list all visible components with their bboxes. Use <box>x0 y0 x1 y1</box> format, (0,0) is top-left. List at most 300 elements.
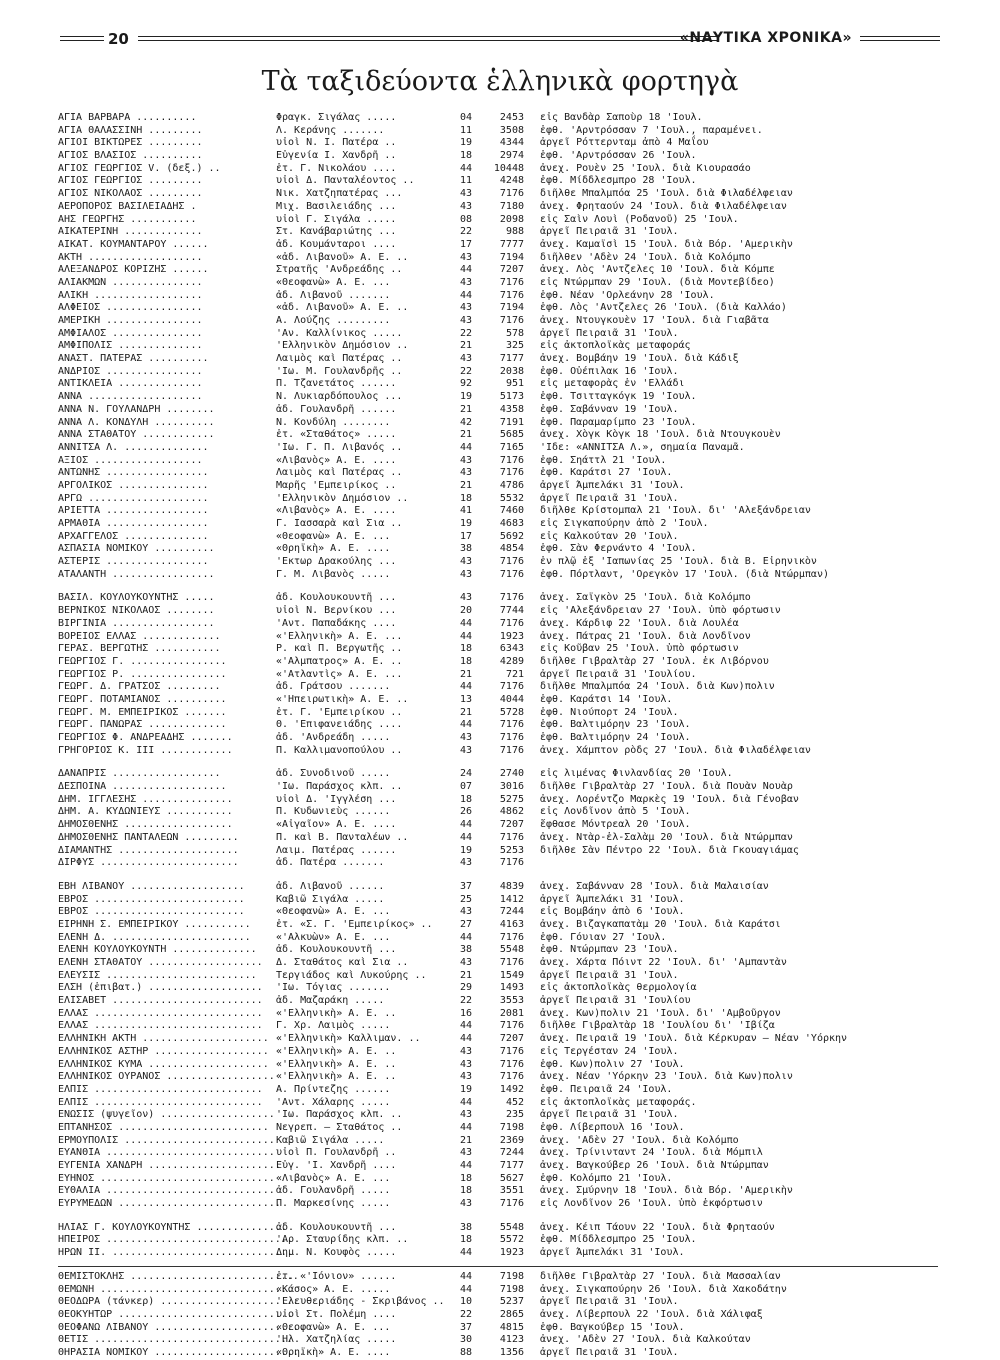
ship-name: ΑΝΑΣΤ. ΠΑΤΕΡΑΣ .......... <box>58 353 209 365</box>
position-status: 'Ιδε: «ΑΝΝΙΤΣΑ Λ.», σημαία Παναμᾶ. <box>540 441 745 453</box>
registry-year: 19 <box>459 1083 472 1095</box>
position-status: ἀνεχ. 'Αδὲν 27 'Ιουλ. διὰ Κολόμπο <box>540 1134 739 1146</box>
ship-name: ΕΛΛΗΝΙΚΟΣ ΚΥΜΑ .................... <box>58 1058 269 1070</box>
ship-row <box>58 226 938 239</box>
owner: ἀδ. Λιβανοῦ ....... <box>276 289 391 301</box>
owner: υἱοὶ Δ. 'Ιγγλέση ... <box>276 793 397 805</box>
registry-year: 43 <box>459 1071 472 1083</box>
registry-year: 21 <box>459 706 472 718</box>
position-status: ἀνεχ. Κάρδιφ 22 'Ιουλ. διὰ Λουλέα <box>540 617 739 629</box>
owner: «'Ελληνικὴ» Καλλιμαν. .. <box>276 1033 421 1045</box>
tonnage: 721 <box>505 668 524 680</box>
position-status: ἐφθ. Λὸς 'Αντζελες 26 'Ιουλ. (διὰ Καλλάο) <box>540 302 787 314</box>
position-status: ἀργεῖ Ρόττερνταμ ἀπὸ 4 Μαΐου <box>540 137 709 149</box>
ship-row <box>58 556 938 569</box>
tonnage: 7207 <box>499 1033 524 1045</box>
tonnage: 7198 <box>499 1283 524 1295</box>
owner: ἀδ. Κουλουκουντῆ ... <box>276 592 397 604</box>
position-status: διῆλθε Γιβραλτὰρ 27 'Ιουλ. ἐκ Λιβόρνου <box>540 655 769 667</box>
owner: υἱοὶ Στ. Πολέμη .... <box>276 1308 397 1320</box>
registry-year: 21 <box>459 429 472 441</box>
ship-row <box>58 1247 938 1260</box>
ship-name: ΓΕΩΡΓ. ΠΑΝΩΡΑΣ ............. <box>58 719 227 731</box>
position-status: ἐφθ. Γόυιαν 27 'Ιουλ. <box>540 931 667 943</box>
ship-row <box>58 1122 938 1135</box>
owner: ἐτ. «'Ιόνιον» ...... <box>276 1270 397 1282</box>
tonnage: 4248 <box>499 175 524 187</box>
registry-year: 18 <box>459 1185 472 1197</box>
tonnage: 7191 <box>499 416 524 428</box>
position-status: ἀνεχ. Σμύρνην 18 'Ιουλ. διὰ Βόρ. 'Αμερικὴν <box>540 1185 793 1197</box>
position-status: ἐφθ. Σαβάνναν 19 'Ιουλ. <box>540 403 679 415</box>
ship-row <box>58 906 938 919</box>
registry-year: 13 <box>459 693 472 705</box>
ship-row <box>58 328 938 341</box>
owner: Στ. Κανάβαριώτης ... <box>276 226 397 238</box>
registry-year: 44 <box>459 162 472 174</box>
registry-year: 22 <box>459 995 472 1007</box>
owner: 'Ηλ. Χατζηλίας ..... <box>276 1334 397 1346</box>
position-status: ἀργεῖ Πειραιᾶ 31 'Ιουλ. <box>540 969 679 981</box>
tonnage: 5275 <box>499 793 524 805</box>
ship-name: ΔΗΜ. ΙΓΓΛΕΣΗΣ ............... <box>58 793 233 805</box>
owner: ἐτ. «Σ. Γ. 'Εμπειρίκος» .. <box>276 918 433 930</box>
ship-name: ΑΚΤΗ ................... <box>58 251 203 263</box>
tonnage: 4163 <box>499 918 524 930</box>
owner: «'Ελληνικὴ» Α. Ε. .. <box>276 1045 397 1057</box>
ship-name: ΑΛΙΑΚΜΩΝ ............... <box>58 276 203 288</box>
ship-row <box>58 290 938 303</box>
ship-name: ΑΓΙΟΣ ΓΕΩΡΓΙΟΣ V. (δεξ.) .. <box>58 162 221 174</box>
registry-year: 04 <box>459 112 472 123</box>
registry-year: 21 <box>459 969 472 981</box>
position-status: ἀργεῖ Πειραιᾶ 31 'Ιουλ. <box>540 1109 679 1121</box>
registry-year: 44 <box>459 1283 472 1295</box>
registry-year: 18 <box>459 492 472 504</box>
ship-name: ΕΥΗΝΟΣ ............................. <box>58 1172 275 1184</box>
ship-row <box>58 1084 938 1097</box>
position-status: ἐφθ. Νιούπορτ 24 'Ιουλ. <box>540 706 679 718</box>
ship-row <box>58 391 938 404</box>
tonnage: 7176 <box>499 467 524 479</box>
tonnage: 2369 <box>499 1134 524 1146</box>
ship-name: ΕΒΡΟΣ ......................... <box>58 893 245 905</box>
ship-row <box>58 1296 938 1309</box>
registry-year: 44 <box>459 1033 472 1045</box>
tonnage: 7177 <box>499 1160 524 1171</box>
tonnage: 7176 <box>499 1071 524 1083</box>
ship-row <box>58 353 938 366</box>
registry-year: 10 <box>459 1296 472 1308</box>
tonnage: 7777 <box>499 238 524 250</box>
position-status: ἀνεχ. Χὸγκ Κὸγκ 18 'Ιουλ. διὰ Ντουγκουὲν <box>540 429 781 441</box>
ship-row <box>58 745 938 758</box>
tonnage: 4358 <box>499 403 524 415</box>
tonnage: 5548 <box>499 944 524 956</box>
ship-name: ΑΓΙΑ ΒΑΡΒΑΡΑ .......... <box>58 112 197 123</box>
ship-row <box>58 163 938 176</box>
ship-row <box>58 1347 938 1360</box>
ship-row <box>58 112 938 125</box>
ship-name: ΕΛΙΣΑΒΕΤ ......................... <box>58 995 263 1007</box>
registry-year: 25 <box>459 893 472 905</box>
ship-name: ΕΛΕΝΗ ΚΟΥΛΟΥΚΟΥΝΤΗ .............. <box>58 944 257 956</box>
ship-name: ΒΑΣΙΛ. ΚΟΥΛΟΥΚΟΥΝΤΗΣ ..... <box>58 592 215 604</box>
tonnage: 988 <box>505 226 524 238</box>
header-rule-mid <box>138 36 718 37</box>
owner: ἀδ. Γράτσου ....... <box>276 681 391 693</box>
owner: «'Αλκυὼν» Α. Ε. ... <box>276 931 391 943</box>
registry-year: 30 <box>459 1334 472 1346</box>
ship-row <box>58 681 938 694</box>
position-status: ἐφθ. Πειραιᾶ 24 'Ιουλ. <box>540 1083 673 1095</box>
position-status: ἀνεχ. Ρουὲν 25 'Ιουλ. διὰ Κιουρασάο <box>540 162 751 174</box>
page-title: Τὰ ταξιδεύοντα ἑλληνικὰ φορτηγὰ <box>261 66 739 97</box>
tonnage: 4044 <box>499 693 524 705</box>
ship-name: ΘΗΡΑΣΙΑ ΝΟΜΙΚΟΥ ......................... <box>58 1346 305 1358</box>
registry-year: 43 <box>459 1109 472 1121</box>
ship-row <box>58 1173 938 1186</box>
tonnage: 7176 <box>499 188 524 200</box>
ship-row <box>58 707 938 720</box>
tonnage: 5237 <box>499 1296 524 1308</box>
page-number: 20 <box>108 30 129 48</box>
ship-name: ΘΕΤΙΣ ................................. <box>58 1334 293 1346</box>
owner: 'Ιω. Παράσχος κλπ. .. <box>276 781 403 793</box>
owner: Γ. Ιασσαρὰ καὶ Σια .. <box>276 518 403 529</box>
position-status: ἀνεχ. Χάρτα Πόιντ 22 'Ιουλ. δι' 'Αμπαντὰν <box>540 957 787 968</box>
ship-name: ΑΣΠΑΣΙΑ ΝΟΜΙΚΟΥ .......... <box>58 543 215 555</box>
ship-row <box>58 505 938 518</box>
registry-year: 18 <box>459 1172 472 1184</box>
owner: Νικ. Χατζηπατέρας ... <box>276 188 403 200</box>
tonnage: 7165 <box>499 441 524 453</box>
owner: «'Ελληνικὴ» Α. Ε. ... <box>276 630 403 642</box>
ship-name: ΕΛΛΗΝΙΚΟΣ ΑΣΤΗΡ ................... <box>58 1045 269 1057</box>
tonnage: 5728 <box>499 706 524 718</box>
tonnage: 5692 <box>499 530 524 542</box>
tonnage: 5627 <box>499 1172 524 1184</box>
tonnage: 5253 <box>499 844 524 856</box>
header-rule-mid-2 <box>138 40 718 41</box>
registry-year: 43 <box>459 302 472 314</box>
tonnage: 7176 <box>499 1198 524 1210</box>
ship-row <box>58 150 938 163</box>
ship-name: ΑΛΦΕΙΟΣ ................ <box>58 302 203 314</box>
ship-name: ΕΛΕΝΗ Δ. ....................... <box>58 931 251 943</box>
ship-name: ΗΛΙΑΣ Γ. ΚΟΥΛΟΥΚΟΥΝΤΗΣ ............... <box>58 1221 287 1233</box>
owner: Π. καὶ Β. Πανταλέων .. <box>276 831 409 843</box>
position-status: ἐφθ. Τσιτταγκόγκ 19 'Ιουλ. <box>540 391 697 403</box>
registry-year: 17 <box>459 238 472 250</box>
registry-year: 44 <box>459 1270 472 1282</box>
tonnage: 7244 <box>499 906 524 918</box>
owner: υἱοὶ Δ. Πανταλέοντος .. <box>276 175 415 187</box>
owner: Α. Πρίντεζης ...... <box>276 1083 391 1095</box>
owner: «Θεοφανὼ» Α. Ε. ... <box>276 276 391 288</box>
owner: ἀδ. Πατέρα ....... <box>276 857 385 869</box>
tonnage: 7176 <box>499 1058 524 1070</box>
owner: Λαιμ. Πατέρας ...... <box>276 844 397 856</box>
registry-year: 43 <box>459 906 472 918</box>
position-status: ἀργεῖ Άμπελάκι 31 'Ιουλ. <box>540 1247 685 1259</box>
position-status: ἀργεῖ Πειραιᾶ 31 'Ιουλίου. <box>540 668 697 680</box>
position-status: ἀργεῖ Πειραιᾶ 31 'Ιουλ. <box>540 1296 679 1308</box>
ship-name: ΑΓΙΟΙ ΒΙΚΤΩΡΕΣ ......... <box>58 137 203 149</box>
registry-year: 27 <box>459 918 472 930</box>
registry-year: 38 <box>459 543 472 555</box>
tonnage: 3016 <box>499 781 524 793</box>
ship-row <box>58 404 938 417</box>
position-status: εἰς 'Αλεξάνδρειαν 27 'Ιουλ. ὑπὸ φόρτωσιν <box>540 605 781 617</box>
registry-year: 43 <box>459 188 472 200</box>
tonnage: 7176 <box>499 556 524 568</box>
registry-year: 08 <box>459 213 472 225</box>
position-status: ἐφθ. Μίδδλεσμπρο 28 'Ιουλ. <box>540 175 697 187</box>
ship-name: ΑΝΤΙΚΛΕΙΑ .............. <box>58 378 203 390</box>
registry-year: 22 <box>459 226 472 238</box>
ship-name: ΗΠΕΙΡΟΣ ............................... <box>58 1234 293 1246</box>
ship-row <box>58 214 938 227</box>
tonnage: 1492 <box>499 1083 524 1095</box>
tonnage: 7176 <box>499 454 524 466</box>
ship-name: ΑΙΚΑΤΕΡΙΝΗ ............. <box>58 226 203 238</box>
owner: Ρ. καὶ Π. Βεργωτῆς .. <box>276 643 403 655</box>
tonnage: 2038 <box>499 365 524 377</box>
ship-name: ΑΞΙΟΣ .................. <box>58 454 203 466</box>
registry-year: 19 <box>459 137 472 149</box>
ship-row <box>58 845 938 858</box>
ship-name: ΑΡΙΕΤΤΑ ................. <box>58 505 209 517</box>
group-spacer <box>58 757 938 768</box>
owner: «'Αλμπατρος» Α. Ε. .. <box>276 655 403 667</box>
registry-year: 43 <box>459 732 472 743</box>
ship-row <box>58 1046 938 1059</box>
owner: υἱοὶ Ν. Βερνίκου ... <box>276 605 397 617</box>
position-status: ἐφθ. Πόρτλαντ, 'Ορεγκὸν 17 'Ιουλ. (διὰ Ντώρμπαν) <box>540 568 829 580</box>
ship-name: ΑΝΝΑ Ν. ΓΟΥΛΑΝΔΡΗ ........ <box>58 403 215 415</box>
ship-name: ΕΛΠΙΣ ............................ <box>58 1096 263 1108</box>
tonnage: 7176 <box>499 315 524 326</box>
position-status: ἀνεχ. Σιγκαπούρην 26 'Ιουλ. διὰ Χακοδάτην <box>540 1283 787 1295</box>
tonnage: 7176 <box>499 276 524 288</box>
registry-year: 44 <box>459 681 472 693</box>
ship-row <box>58 315 938 328</box>
owner: 'Ιω. Τόγιας ....... <box>276 982 391 994</box>
tonnage: 1549 <box>499 969 524 981</box>
tonnage: 4854 <box>499 543 524 555</box>
registry-year: 43 <box>459 957 472 968</box>
owner: υἱοὶ Π. Γουλανδρῆ .. <box>276 1147 397 1159</box>
position-status: διῆλθεν 'Αδὲν 24 'Ιουλ. διὰ Κολόμπο <box>540 251 751 263</box>
tonnage: 7176 <box>499 719 524 731</box>
ship-name: ΑΝΝΑ ................... <box>58 391 203 403</box>
owner: Λαιμὸς καὶ Πατέρας .. <box>276 353 403 365</box>
position-status: εἰς λιμένας Φινλανδίας 20 'Ιουλ. <box>540 768 733 780</box>
owner: Λαιμὸς καὶ Πατέρας .. <box>276 467 403 479</box>
ship-row <box>58 982 938 995</box>
position-status: διῆλθε Μπαλμπόα 24 'Ιουλ. διὰ Κων)πολιν <box>540 681 775 693</box>
ship-row <box>58 806 938 819</box>
ship-row <box>58 1059 938 1072</box>
group-spacer <box>58 581 938 592</box>
registry-year: 11 <box>459 175 472 187</box>
registry-year: 43 <box>459 556 472 568</box>
owner: Νεγρεπ. — Σταθάτος .. <box>276 1121 403 1133</box>
ship-row <box>58 493 938 506</box>
position-status: ἀργεῖ Πειραιᾶ 31 'Ιουλ. <box>540 1346 679 1358</box>
owner: Ν. Λυκιαρδόπουλος ... <box>276 391 403 403</box>
position-status: εἰς Τεργέσταν 24 'Ιουλ. <box>540 1045 679 1057</box>
position-status: διῆλθε Μπαλμπόα 25 'Ιουλ. διὰ Φιλαδέλφειαν <box>540 188 793 200</box>
ship-row <box>58 277 938 290</box>
ship-name: ΑΓΙΟΣ ΒΛΑΣΙΟΣ .......... <box>58 150 203 162</box>
owner: 'Ελληνικὸν Δημόσιον .. <box>276 340 409 352</box>
position-status: ἀργεῖ Πειραιᾶ 31 'Ιουλίου <box>540 995 691 1007</box>
ship-name: ΓΕΡΑΣ. ΒΕΡΓΩΤΗΣ ........... <box>58 643 221 655</box>
owner: ἀδ. Κουμάνταροι .... <box>276 238 397 250</box>
ship-name: ΑΡΓΩ .................... <box>58 492 209 504</box>
ship-name: ΕΥΓΕΝΙΑ ΧΑΝΔΡΗ ...................... <box>58 1160 281 1171</box>
tonnage: 5572 <box>499 1234 524 1246</box>
tonnage: 7176 <box>499 732 524 743</box>
tonnage: 7176 <box>499 617 524 629</box>
owner: υἱοὶ Γ. Σιγάλα ..... <box>276 213 397 225</box>
position-status: ἐν πλῷ ἐξ 'Ιαπωνίας 25 'Ιουλ. διὰ Β. Εἰρηνικὸν <box>540 556 817 568</box>
position-status: ἀνεχ. Νέαν 'Υόρκην 23 'Ιουλ. διὰ Κων)πολιν <box>540 1071 793 1083</box>
owner: «Θρηϊκὴ» Α. Ε. .... <box>276 1346 391 1358</box>
ship-name: ΔΗΜΟΣΘΕΝΗΣ .................. <box>58 819 233 831</box>
position-status: ἀνεχ. 'Αδὲν 27 'Ιουλ. διὰ Καλκούταν <box>540 1334 751 1346</box>
owner: ἀδ. 'Ανδρεάδη ..... <box>276 732 391 743</box>
owner: «Κάσος» Α. Ε. ..... <box>276 1283 391 1295</box>
tonnage: 452 <box>505 1096 524 1108</box>
tonnage: 2453 <box>499 112 524 123</box>
ship-row <box>58 1071 938 1084</box>
position-status: ἐφθ. Κολόμπο 21 'Ιουλ. <box>540 1172 673 1184</box>
owner: 'Αντ. Παπαδάκης .... <box>276 617 397 629</box>
position-status: ἀργεῖ Άμπελάκι 31 'Ιουλ. <box>540 893 685 905</box>
ship-row <box>58 1198 938 1211</box>
tonnage: 7198 <box>499 1121 524 1133</box>
registry-year: 44 <box>459 819 472 831</box>
ship-row <box>58 881 938 894</box>
owner: «Λιβανὸς» Α. Ε. .... <box>276 454 397 466</box>
ship-name: ΕΛΣΗ (ἐπιβατ.) ................... <box>58 982 263 994</box>
tonnage: 4786 <box>499 479 524 491</box>
owner: «Θεοφανὼ» Α. Ε. ... <box>276 1321 391 1333</box>
position-status: διῆλθε Γιβραλτὰρ 27 'Ιουλ. διὰ Πουὰν Νουὰρ <box>540 781 793 793</box>
tonnage: 1923 <box>499 630 524 642</box>
position-status: ἐφθ. Βαλτιμόρην 24 'Ιουλ. <box>540 732 691 743</box>
group-spacer <box>58 1211 938 1222</box>
position-status: ἀνεχ. Φρηταούν 24 'Ιουλ. διὰ Φιλαδέλφειαν <box>540 200 787 212</box>
tonnage: 7207 <box>499 819 524 831</box>
ship-row <box>58 631 938 644</box>
tonnage: 7244 <box>499 1147 524 1159</box>
owner: «Λιβανὸς» Α. Ε. ... <box>276 1172 391 1184</box>
owner: «Λιβανὸς» Α. Ε. .... <box>276 505 397 517</box>
ship-name: ΑΙΚΑΤ. ΚΟΥΜΑΝΤΑΡΟΥ ...... <box>58 238 209 250</box>
position-status: ἐφθ. Βαλτιμόρην 23 'Ιουλ. <box>540 719 691 731</box>
position-status: ἀνεχ. Λίβερπουλ 22 'Ιουλ. διὰ Χάλιφαξ <box>540 1308 763 1320</box>
registry-year: 21 <box>459 668 472 680</box>
registry-year: 44 <box>459 264 472 276</box>
registry-year: 18 <box>459 150 472 162</box>
position-status: εἰς ἀκτοπλοϊκὰς μεταφοράς. <box>540 1096 697 1108</box>
position-status: ἀνεχ. Βαγκούβερ 26 'Ιουλ. διὰ Ντώρμπαν <box>540 1160 769 1171</box>
registry-year: 43 <box>459 1045 472 1057</box>
owner: 'Ιω. Γ. Π. Λιβανός .. <box>276 441 403 453</box>
ship-name: ΑΡΜΑΘΙΑ ................. <box>58 518 209 529</box>
tonnage: 7460 <box>499 505 524 517</box>
registry-year: 21 <box>459 403 472 415</box>
position-status: ἀνεχ. Σαϊγκὸν 25 'Ιουλ. διὰ Κολόμπο <box>540 592 751 604</box>
owner: ἐτ. Γ. 'Εμπειρίκου .. <box>276 706 403 718</box>
owner: «ἀδ. Λιβανοῦ» Α. Ε. .. <box>276 302 409 314</box>
registry-year: 11 <box>459 124 472 136</box>
owner: Π. Καλλιμανοπούλου .. <box>276 744 403 756</box>
owner: Εὐγενία Ι. Χανδρῆ .. <box>276 150 397 162</box>
owner: «ἀδ. Λιβανοῦ» Α. Ε. .. <box>276 251 409 263</box>
ship-row <box>58 768 938 781</box>
ship-row <box>58 605 938 618</box>
ship-row <box>58 201 938 214</box>
ship-row <box>58 894 938 907</box>
registry-year: 19 <box>459 844 472 856</box>
ship-row <box>58 175 938 188</box>
ship-name: ΕΛΕΥΣΙΣ ......................... <box>58 969 257 981</box>
position-status: ἐφθ. 'Αρντρόσσαν 26 'Ιουλ. <box>540 150 697 162</box>
ship-row <box>58 252 938 265</box>
registry-year: 43 <box>459 592 472 604</box>
registry-year: 44 <box>459 1247 472 1259</box>
owner: Π. Μαρκεσίνης ..... <box>276 1198 391 1210</box>
position-status: ἀνεχ. Κων)πολιν 21 'Ιουλ. δι' 'Αμβοῦργον <box>540 1007 781 1019</box>
ship-name: ΕΛΠΙΣ ............................ <box>58 1083 263 1095</box>
position-status: ἀνεχ. Ντουγκουὲν 17 'Ιουλ. διὰ Γιαβᾶτα <box>540 315 769 326</box>
ship-row <box>58 656 938 669</box>
ship-name: ΘΕΜΩΝΗ ................................ <box>58 1283 293 1295</box>
registry-year: 19 <box>459 518 472 529</box>
tonnage: 4862 <box>499 806 524 818</box>
registry-year: 29 <box>459 982 472 994</box>
ship-name: ΓΡΗΓΟΡΙΟΣ Κ. ΙΙΙ ............ <box>58 744 233 756</box>
position-status: εἰς Βανδὰρ Σαποὺρ 18 'Ιουλ. <box>540 112 703 123</box>
position-status: εἰς Βομβάην ἀπὸ 6 'Ιουλ. <box>540 906 685 918</box>
header-rule-right-2 <box>860 40 940 41</box>
position-status: ἀργεῖ Πειραιᾶ 31 'Ιουλ. <box>540 327 679 339</box>
registry-year: 21 <box>459 340 472 352</box>
tonnage: 7176 <box>499 289 524 301</box>
tonnage: 7176 <box>499 857 524 869</box>
owner: Λ. Κεράνης ....... <box>276 124 385 136</box>
ship-row <box>58 970 938 983</box>
position-status: ἐφθ. Λίβερπουλ 16 'Ιουλ. <box>540 1121 685 1133</box>
position-status: ἐφθ. Κων)πολιν 27 'Ιουλ. <box>540 1058 685 1070</box>
ship-row <box>58 340 938 353</box>
position-status: ἀργεῖ Πειραιᾶ 31 'Ιουλ. <box>540 226 679 238</box>
ship-row <box>58 188 938 201</box>
ship-name: ΑΝΔΡΙΟΣ ................ <box>58 365 203 377</box>
owner: «'Ηπειρωτικὴ» Α. Ε. .. <box>276 693 409 705</box>
position-status: διῆλθε Γιβραλτὰρ 18 'Ιουλίου δι' 'Ιβίζα <box>540 1020 775 1032</box>
registry-year: 43 <box>459 1198 472 1210</box>
position-status: ἀργεῖ Πειραιᾶ 31 'Ιουλ. <box>540 492 679 504</box>
owner: «'Ελληνικὴ» Α. Ε. .. <box>276 1071 397 1083</box>
position-status: εἰς Σιγκαπούρην ἀπὸ 2 'Ιουλ. <box>540 518 709 529</box>
position-status: ἀνεχ. Βιζαγκαπατὰμ 20 'Ιουλ. διὰ Καράτσι <box>540 918 781 930</box>
